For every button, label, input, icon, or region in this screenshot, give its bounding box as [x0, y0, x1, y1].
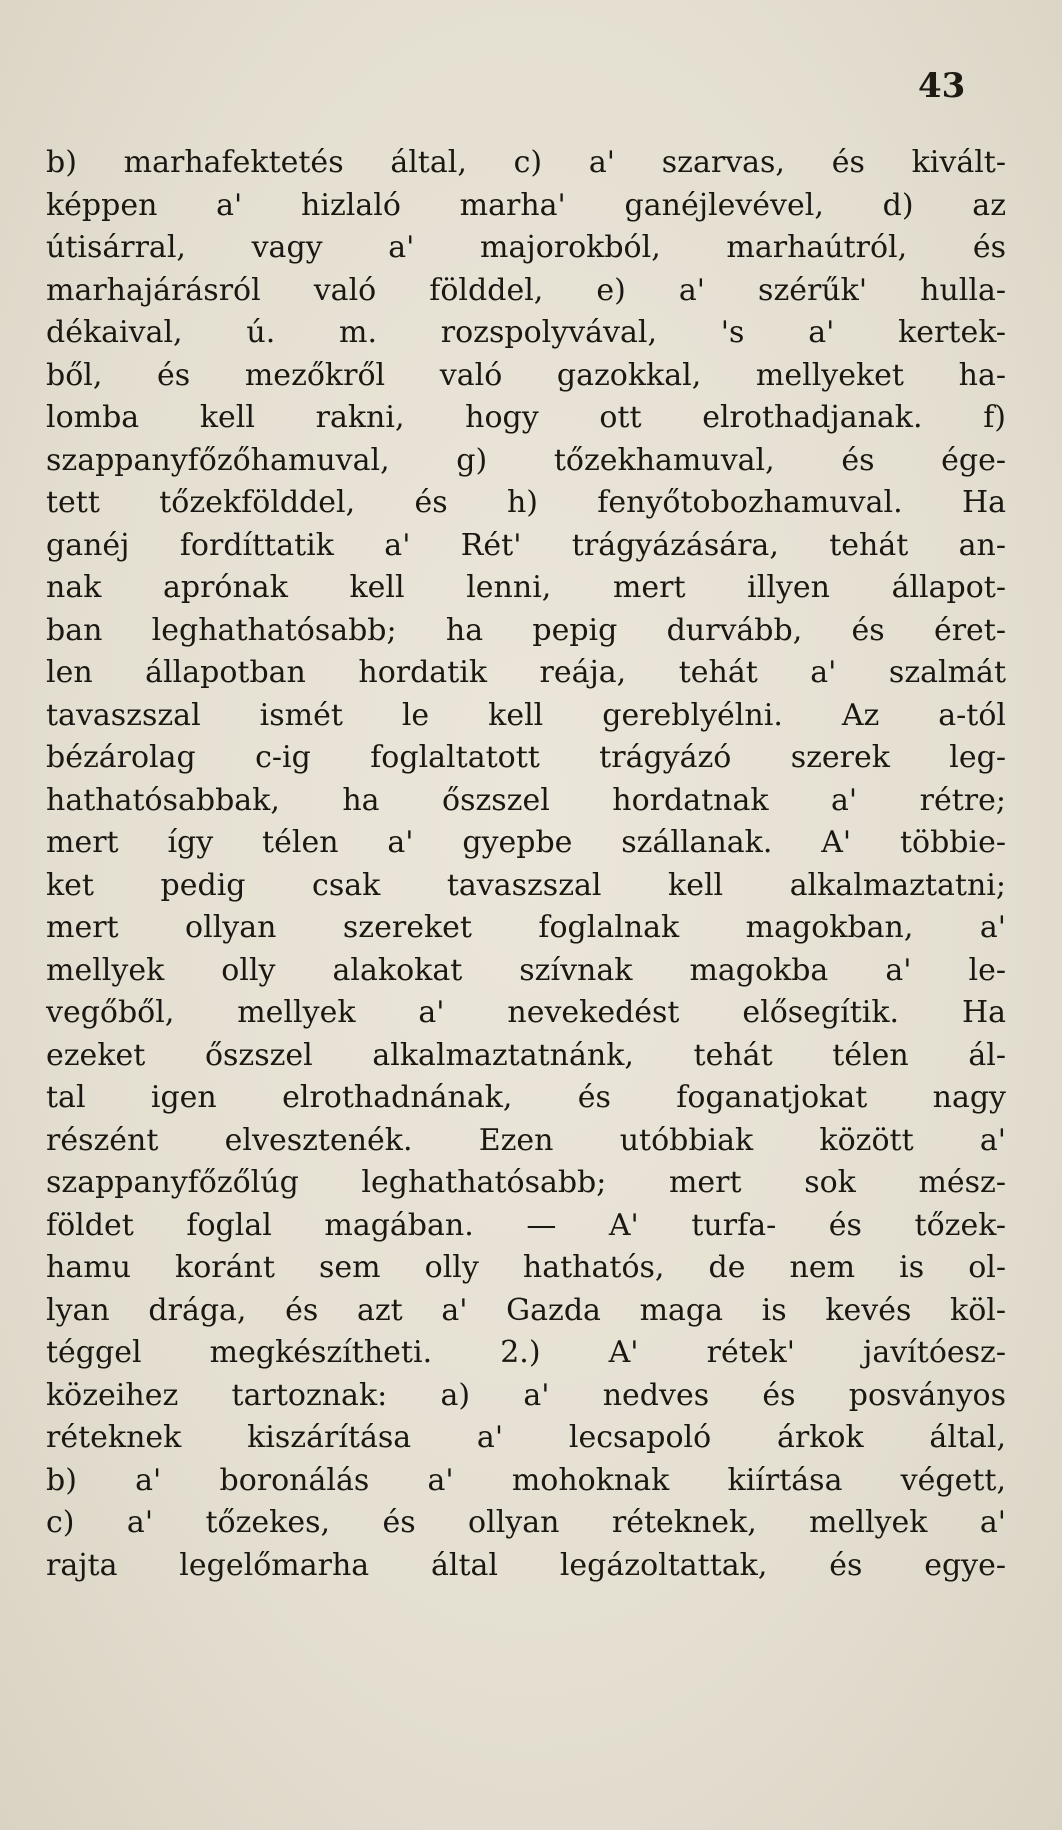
text-line: marhajárásról való földdel, e) a' szérűk' hulla- [46, 272, 1006, 308]
text-line: lyan drága, és azt a' Gazda maga is kevés köl- [46, 1292, 1006, 1328]
text-line: közeihez tartoznak: a) a' nedves és posványos [46, 1377, 1006, 1413]
page-number: 43 [918, 66, 966, 106]
text-line: nak aprónak kell lenni, mert illyen állapot- [46, 570, 1006, 605]
body-text [46, 142, 1006, 1587]
text-line: b) marhafektetés által, c) a' szarvas, és kivált- [46, 145, 1006, 180]
text-line: szappanyfőzőlúg leghathatósabb; mert sok mész- [46, 1165, 1006, 1200]
text-line: réteknek kiszárítása a' lecsapoló árkok által, [46, 1420, 1006, 1455]
text-line: tal igen elrothadnának, és foganatjokat nagy [46, 1080, 1006, 1115]
text-line: bézárolag c-ig foglaltatott trágyázó szerek leg- [46, 740, 1006, 775]
text-line: mert ollyan szereket foglalnak magokban, a' [46, 910, 1006, 945]
text-line: ből, és mezőkről való gazokkal, mellyeket ha- [46, 357, 1006, 393]
text-line: b) a' boronálás a' mohoknak kiírtása végett, [46, 1462, 1006, 1498]
text-line: rajta legelőmarha által legázoltattak, és egye- [46, 1547, 1006, 1583]
text-line: ezeket őszszel alkalmaztatnánk, tehát télen ál- [46, 1037, 1006, 1073]
text-line: vegőből, mellyek a' nevekedést elősegítik. Ha [46, 995, 1006, 1030]
text-line: len állapotban hordatik reája, tehát a' szalmát [46, 655, 1006, 690]
text-line: dékaival, ú. m. rozspolyvával, 's a' kertek- [46, 315, 1006, 350]
text-line: földet foglal magában. — A' turfa- és tőzek- [46, 1207, 1006, 1243]
text-line: képpen a' hizlaló marha' ganéjlevével, d) az [46, 187, 1006, 223]
text-line: ket pedig csak tavaszszal kell alkalmaztatni; [46, 867, 1006, 903]
text-line: szappanyfőzőhamuval, g) tőzekhamuval, és ége- [46, 442, 1006, 478]
text-line: tavaszszal ismét le kell gereblyélni. Az a-tól [46, 697, 1006, 733]
text-line: részént elvesztenék. Ezen utóbbiak között a' [46, 1122, 1006, 1158]
text-line: ban leghathatósabb; ha pepig durvább, és éret- [46, 612, 1006, 648]
text-line: lomba kell rakni, hogy ott elrothadjanak. f) [46, 400, 1006, 435]
text-line: útisárral, vagy a' majorokból, marhaútról, és [46, 230, 1006, 265]
text-line: c) a' tőzekes, és ollyan réteknek, mellyek a' [46, 1505, 1006, 1540]
text-line: ganéj fordíttatik a' Rét' trágyázására, tehát an- [46, 527, 1006, 563]
text-line: mellyek olly alakokat szívnak magokba a' le- [46, 952, 1006, 988]
text-line: tett tőzekfölddel, és h) fenyőtobozhamuval. Ha [46, 485, 1006, 520]
text-line: téggel megkészítheti. 2.) A' rétek' javítóesz- [46, 1335, 1006, 1370]
text-line: hathatósabbak, ha őszszel hordatnak a' rétre; [46, 782, 1006, 818]
text-line: hamu koránt sem olly hathatós, de nem is ol- [46, 1250, 1006, 1285]
text-line: mert így télen a' gyepbe szállanak. A' többie- [46, 825, 1006, 860]
